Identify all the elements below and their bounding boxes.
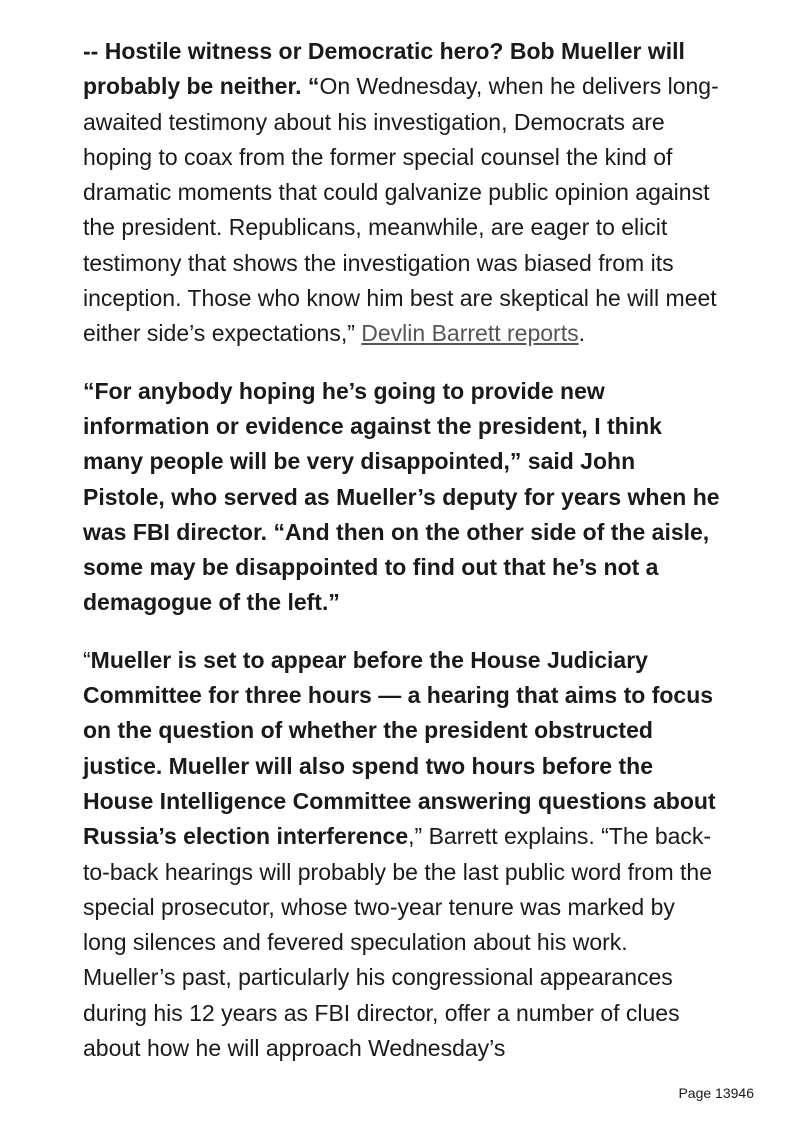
paragraph-lead-bold: -- Hostile witness or Democratic hero? Bob Mueller will probably be neither. “	[83, 38, 685, 100]
paragraph-body-text: On Wednesday, when he delivers long-awaited testimony about his investigation, Democrats are hoping to coax from the former special counsel the kind of dramatic moments that could galvanize public opinion against the president. Republicans, meanwhile, are eager to elicit testimony that shows the investigation was biased from its inception. Those who know him best are skeptical he will meet either side’s expectations,”	[83, 73, 719, 347]
paragraph-tail: .	[578, 320, 585, 347]
article-body	[83, 34, 723, 1088]
paragraph-hearing-details	[83, 643, 723, 1067]
devlin-barrett-link[interactable]: Devlin Barrett reports	[361, 320, 579, 347]
paragraph-pistole-quote: “For anybody hoping he’s going to provide new information or evidence against the president, I think many people will be very disappointed,” said John Pistole, who served as Mueller’s deputy for years when he was FBI director. “And then on the other side of the aisle, some may be disappointed to find out that he’s not a demagogue of the left.”	[83, 377, 720, 616]
paragraph-mueller-neither	[83, 34, 723, 352]
paragraph-bold-text: Mueller is set to appear before the House Judiciary Committee for three hours — a hearing that aims to focus on the question of whether the president obstructed justice. Mueller will also spend two hours before the House Intelligence Committee answering questions about Russia’s election interference	[83, 646, 716, 850]
page-number: Page 13946	[678, 1085, 754, 1101]
paragraph-body-text: ,” Barrett explains. “The back-to-back hearings will probably be the last public word from the special prosecutor, whose two-year tenure was marked by long silences and fevered speculation about his work. Mueller’s past, particularly his congressional appearances during his 12 years as FBI director, offer a number of clues about how he will approach Wednesday’s	[83, 823, 712, 1062]
paragraph-open-quote: “	[83, 646, 91, 673]
